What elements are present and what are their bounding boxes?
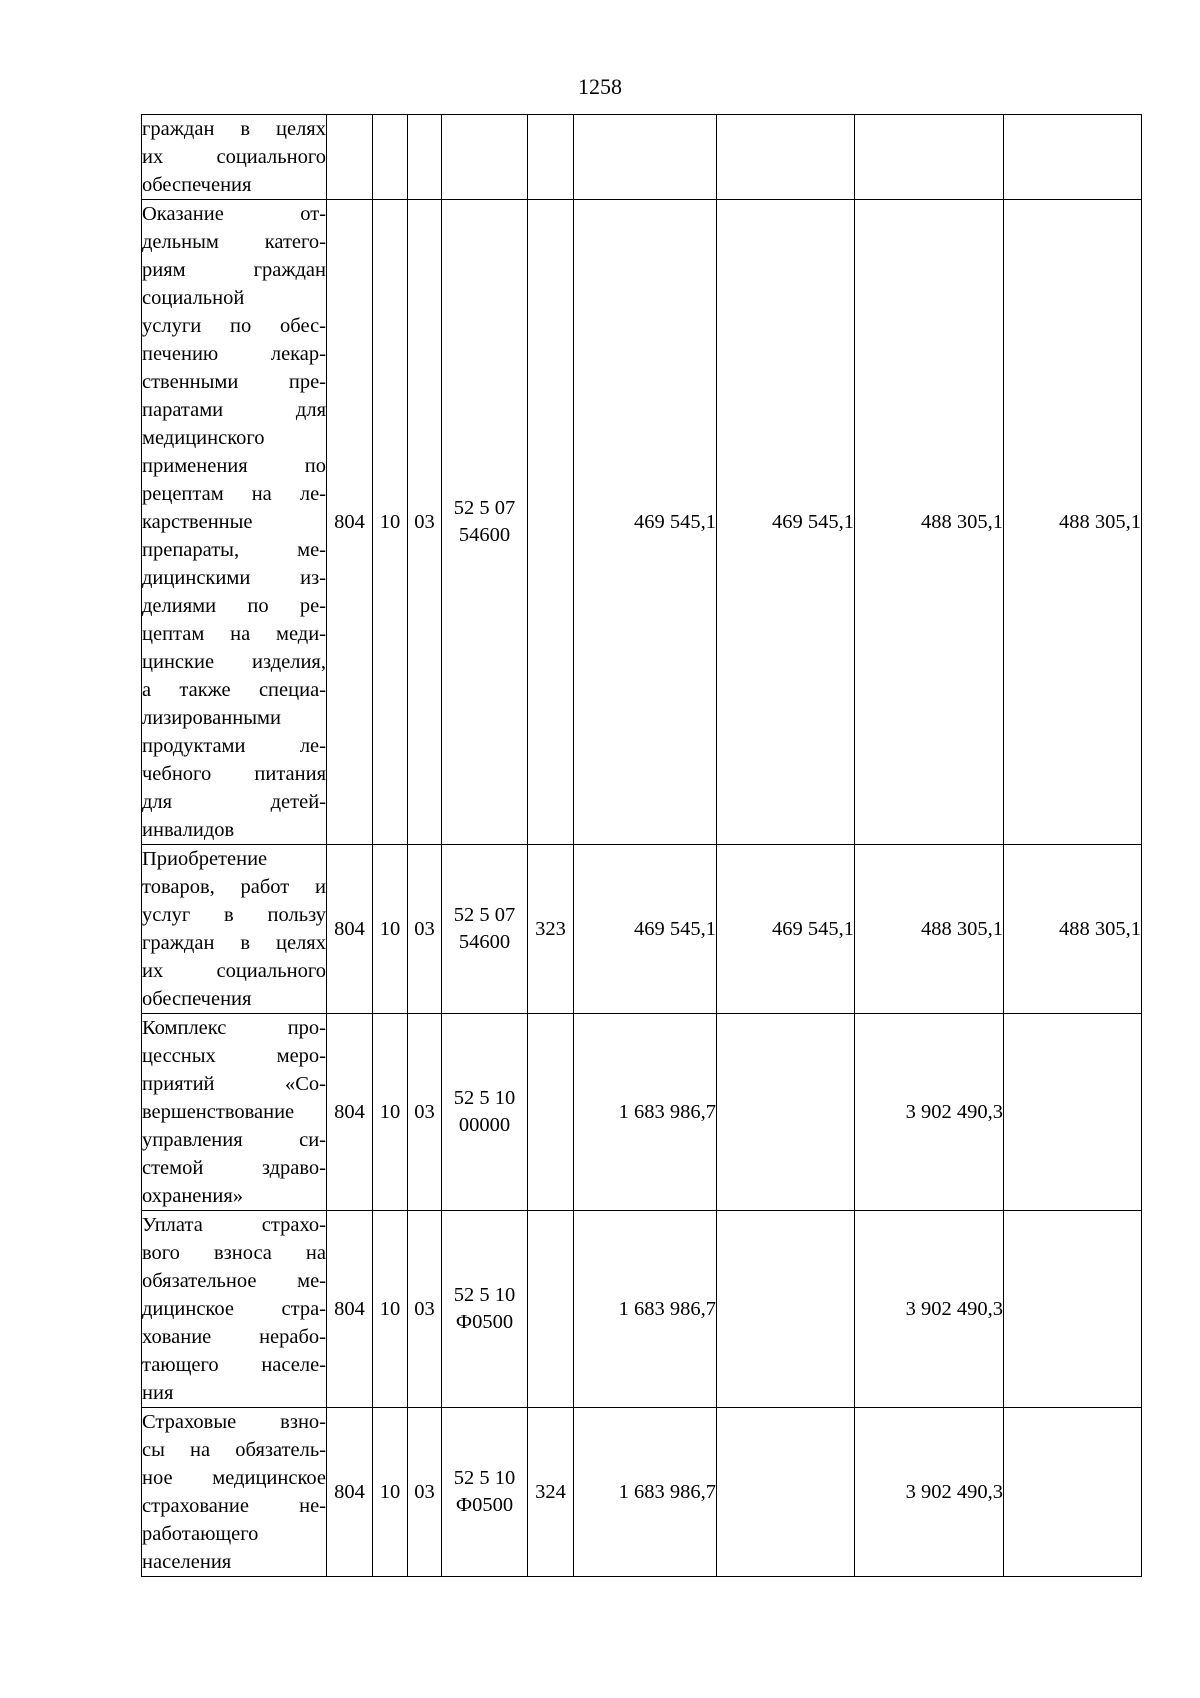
description-line: работающего [142,1523,259,1545]
grbs-code: 804 [327,200,373,845]
subsection-code: 03 [408,845,442,1014]
description-line: тающего населе- [142,1354,326,1376]
description-line: обязательное ме- [142,1270,326,1292]
target-article-code-part: Ф0500 [455,1494,514,1516]
description-line: услуг в пользу [142,904,326,926]
description-line: Комплекс про- [142,1017,326,1039]
description-line: сы на обязатель- [142,1439,326,1461]
section-code: 10 [373,200,408,845]
description-line: дицинское стра- [142,1298,326,1320]
expense-type-code: 323 [528,845,574,1014]
description-line: вершенствование [142,1101,295,1123]
grbs-code: 804 [327,845,373,1014]
description-line: печению лекар- [142,343,326,365]
target-article-code-part: 52 5 07 [453,904,516,926]
target-article-code-part: 54600 [458,524,511,546]
target-article-code [442,845,528,1014]
description-line: дельным катего- [142,231,326,253]
description-line: стемой здраво- [142,1157,326,1179]
description-line: вого взноса на [142,1242,326,1264]
description-line: Приобретение [142,848,268,870]
table-body [142,115,1142,1577]
page-number: 1258 [578,74,622,99]
amount-col-1: 1 683 986,7 [574,1014,717,1211]
amount-col-2: 469 545,1 [717,845,855,1014]
budget-table [141,114,1142,1577]
amount-col-2 [717,115,855,200]
amount-col-1 [574,115,717,200]
subsection-code: 03 [408,1408,442,1577]
description-line: для детей- [142,791,326,813]
description-line: дицинскими из- [142,567,326,589]
target-article-code-part: 52 5 07 [453,497,516,519]
amount-col-3 [855,115,1004,200]
description-line: услуги по обес- [142,315,326,337]
target-article-code [442,1014,528,1211]
subsection-code [408,115,442,200]
amount-col-2: 469 545,1 [717,200,855,845]
amount-col-2 [717,1014,855,1211]
expense-type-code [528,200,574,845]
expense-type-code: 324 [528,1408,574,1577]
description-line: ния [142,1382,174,1404]
row-description [142,1014,327,1211]
subsection-code: 03 [408,200,442,845]
description-line: цессных меро- [142,1045,326,1067]
description-line: применения по [142,455,326,477]
description-line: граждан в целях [142,932,326,954]
section-code: 10 [373,1408,408,1577]
description-line: лизированными [142,707,281,729]
description-line: обеспечения [142,988,252,1010]
description-line: охранения» [142,1185,244,1207]
section-code: 10 [373,845,408,1014]
description-line: цинские изделия, [142,651,326,673]
description-line: продуктами ле- [142,735,326,757]
section-code: 10 [373,1014,408,1211]
target-article-code [442,200,528,845]
section-code [373,115,408,200]
description-line: социальной [142,287,245,309]
amount-col-4 [1004,1014,1142,1211]
amount-col-4: 488 305,1 [1004,845,1142,1014]
row-description [142,115,327,200]
description-line: их социального [142,146,326,168]
subsection-code: 03 [408,1014,442,1211]
expense-type-code [528,1211,574,1408]
description-line: инвалидов [142,819,235,841]
description-line: цептам на меди- [142,623,326,645]
row-description [142,845,327,1014]
amount-col-3: 488 305,1 [855,845,1004,1014]
amount-col-3: 3 902 490,3 [855,1211,1004,1408]
description-line: страхование не- [142,1495,326,1517]
amount-col-1: 469 545,1 [574,200,717,845]
amount-col-3: 488 305,1 [855,200,1004,845]
target-article-code-part: 52 5 10 [453,1467,516,1489]
row-description [142,1211,327,1408]
target-article-code-part: 00000 [458,1114,511,1136]
target-article-code-part: 54600 [458,931,511,953]
target-article-code [442,1408,528,1577]
amount-col-1: 469 545,1 [574,845,717,1014]
description-line: карственные [142,511,253,533]
description-line: ственными пре- [142,371,326,393]
description-line: медицинского [142,427,265,449]
target-article-code-part: 52 5 10 [453,1284,516,1306]
amount-col-3: 3 902 490,3 [855,1014,1004,1211]
section-code: 10 [373,1211,408,1408]
amount-col-1: 1 683 986,7 [574,1408,717,1577]
subsection-code: 03 [408,1211,442,1408]
table-row [142,200,1142,845]
table-row [142,1408,1142,1577]
grbs-code: 804 [327,1014,373,1211]
amount-col-4 [1004,1211,1142,1408]
amount-col-4 [1004,115,1142,200]
table-row [142,845,1142,1014]
description-line: риям граждан [142,259,326,281]
target-article-code [442,115,528,200]
description-line: обеспечения [142,174,252,196]
amount-col-3: 3 902 490,3 [855,1408,1004,1577]
description-line: а также специа- [142,679,326,701]
target-article-code-part: Ф0500 [455,1311,514,1333]
description-line: паратами для [142,399,326,421]
description-line: Оказание от- [142,203,326,225]
description-line: рецептам на ле- [142,483,326,505]
description-line: чебного питания [142,763,326,785]
grbs-code [327,115,373,200]
description-line: Уплата страхо- [142,1214,326,1236]
grbs-code: 804 [327,1408,373,1577]
row-description [142,1408,327,1577]
amount-col-2 [717,1211,855,1408]
table-row [142,1211,1142,1408]
description-line: хование нерабо- [142,1326,326,1348]
description-line: приятий «Со- [142,1073,326,1095]
target-article-code-part: 52 5 10 [453,1087,516,1109]
table-row [142,115,1142,200]
description-line: населения [142,1551,232,1573]
description-line: граждан в целях [142,118,326,140]
amount-col-4: 488 305,1 [1004,200,1142,845]
grbs-code: 804 [327,1211,373,1408]
description-line: управления си- [142,1129,326,1151]
table-row [142,1014,1142,1211]
row-description [142,200,327,845]
amount-col-2 [717,1408,855,1577]
description-line: препараты, ме- [142,539,326,561]
expense-type-code [528,1014,574,1211]
description-line: товаров, работ и [142,876,326,898]
expense-type-code [528,115,574,200]
description-line: Страховые взно- [142,1411,326,1433]
description-line: их социального [142,960,326,982]
target-article-code [442,1211,528,1408]
description-line: делиями по ре- [142,595,326,617]
amount-col-1: 1 683 986,7 [574,1211,717,1408]
amount-col-4 [1004,1408,1142,1577]
description-line: ное медицинское [142,1467,326,1489]
